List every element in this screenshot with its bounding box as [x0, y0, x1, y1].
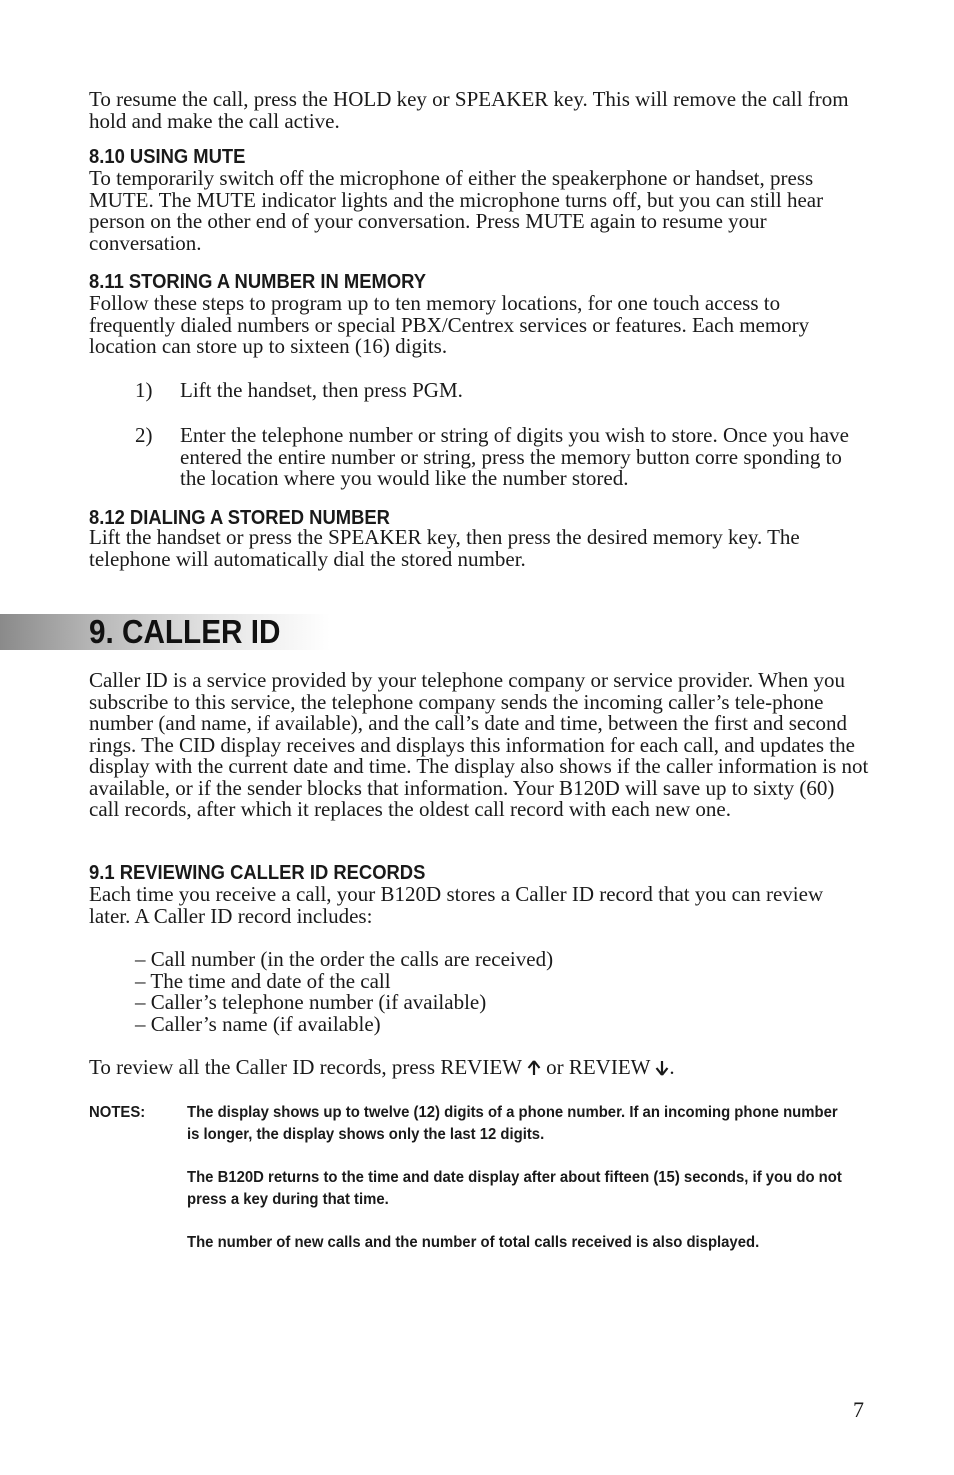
- section-8-11: [89, 271, 869, 358]
- step-number: 1): [135, 378, 153, 402]
- notes-label: NOTES:: [89, 1104, 146, 1121]
- list-item: – The time and date of the call: [135, 968, 391, 993]
- review-text-pre: To review all the Caller ID records, press REVIEW: [89, 1055, 522, 1079]
- section-heading: 9.1 REVIEWING CALLER ID RECORDS: [89, 862, 426, 884]
- intro-paragraph: To resume the call, press the HOLD key or SPEAKER key. This will remove the call from hold and make the call active.: [89, 87, 849, 133]
- section-body: Follow these steps to program up to ten memory locations, for one touch access to frequently dialed numbers or special PBX/Centrex services or features. Each memory location can store up to sixteen (16) digits.: [89, 291, 810, 358]
- review-text-mid: or REVIEW: [546, 1055, 651, 1079]
- section-body: To temporarily switch off the microphone of either the speakerphone or handset, press MUTE. The MUTE indicator lights and the microphone turns off, but you can still hear person on the other end of your conversation. Press MUTE again to resume your conversation.: [89, 166, 824, 255]
- note-item: The B120D returns to the time and date display after about fifteen (15) seconds, if you do not press a key during that time.: [187, 1169, 842, 1208]
- list-item: – Caller’s telephone number (if available): [135, 990, 487, 1014]
- step-text: Enter the telephone number or string of digits you wish to store. Once you have entered the entire number or string, press the memory button corre sponding to the location where you would like the number stored.: [180, 423, 849, 490]
- note-item: The number of new calls and the number of total calls received is also displayed.: [187, 1234, 760, 1251]
- section-heading: 8.10 USING MUTE: [89, 146, 246, 168]
- review-instruction: [89, 1057, 869, 1081]
- section-body: Each time you receive a call, your B120D stores a Caller ID record that you can review later. A Caller ID record includes:: [89, 882, 824, 928]
- section-8-10: [89, 146, 869, 254]
- step-text: Lift the handset, then press PGM.: [180, 378, 463, 402]
- chapter-intro: [89, 670, 869, 821]
- section-heading: 8.12 DIALING A STORED NUMBER: [89, 507, 390, 529]
- chapter-body: Caller ID is a service provided by your telephone company or service provider. When you subscribe to this service, the telephone company sends the incoming caller’s tele-phone number (and name, if available), and the call’s date and time, between the first and second rings. The CID display receives and displays this information for each call, and updates the display with the current date and time. The display also shows if the caller information is not available, or if the sender blocks that information. Your B120D will save up to sixty (60) call records, after which it replaces the oldest call record with each new one.: [89, 668, 869, 821]
- section-heading: 8.11 STORING A NUMBER IN MEMORY: [89, 271, 427, 293]
- notes-block: [187, 1102, 852, 1254]
- up-arrow-icon: [527, 1059, 541, 1081]
- section-body: Lift the handset or press the SPEAKER key, then press the desired memory key. The telephone will automatically dial the stored number.: [89, 525, 800, 571]
- steps-list: [0, 380, 954, 490]
- list-item: – Call number (in the order the calls are received): [135, 947, 554, 971]
- chapter-title: 9. CALLER ID: [89, 613, 281, 650]
- section-9-1: [89, 862, 869, 927]
- list-item: – Caller’s name (if available): [135, 1011, 381, 1036]
- record-fields-list: [135, 949, 835, 1035]
- note-item: The display shows up to twelve (12) digits of a phone number. If an incoming phone number is longer, the display shows only the last 12 digits.: [187, 1104, 838, 1143]
- section-8-12: [89, 507, 869, 570]
- page-number: 7: [853, 1397, 864, 1422]
- down-arrow-icon: [655, 1059, 669, 1081]
- step-number: 2): [135, 423, 153, 447]
- review-text-post: .: [669, 1055, 675, 1079]
- intro-block: [89, 89, 864, 132]
